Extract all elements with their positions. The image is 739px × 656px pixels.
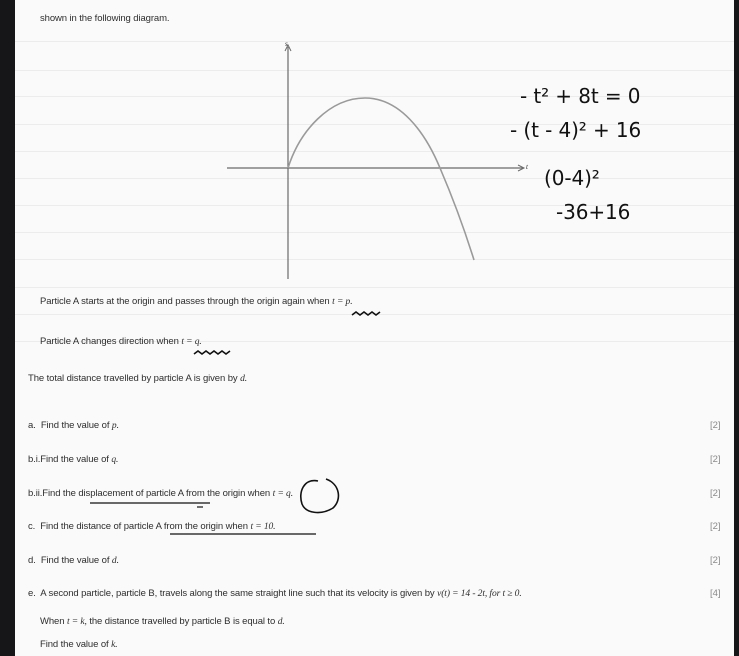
marks-label: [4] [710,588,721,599]
question-c: c. Find the distance of particle A from the origin when t = 10. [28,521,276,532]
handwritten-note-line: (0-4)² [544,166,600,190]
intro-text: shown in the following diagram. [40,13,170,24]
marks-label: [2] [710,521,721,532]
marks-label: [2] [710,454,721,465]
question-e-prompt: Find the value of k. [40,639,118,650]
question-a: a. Find the value of p. [28,420,119,431]
question-d: d. Find the value of d. [28,555,119,566]
handwritten-note-line: - t² + 8t = 0 [520,84,641,108]
y-axis-label: s [285,40,288,48]
question-e: e. A second particle, particle B, travels along the same straight line such that its velocity is given by v(t) = 14 - 2t, for t ≥ 0. [28,588,522,599]
x-axis-label: t [526,163,528,171]
question-b-i: b.i.Find the value of q. [28,454,119,465]
marks-label: [2] [710,420,721,431]
statement-line: Particle A starts at the origin and passes through the origin again when t = p. [40,296,353,307]
question-b-ii: b.ii.Find the displacement of particle A from the origin when t = q. [28,488,293,499]
marks-label: [2] [710,555,721,566]
question-e-condition: When t = k, the distance travelled by particle B is equal to d. [40,616,285,627]
statement-line: Particle A changes direction when t = q. [40,336,202,347]
marks-label: [2] [710,488,721,499]
handwritten-note-line: -36+16 [556,200,631,224]
statement-line: The total distance travelled by particle A is given by d. [28,373,248,384]
handwritten-note-line: - (t - 4)² + 16 [510,118,642,142]
